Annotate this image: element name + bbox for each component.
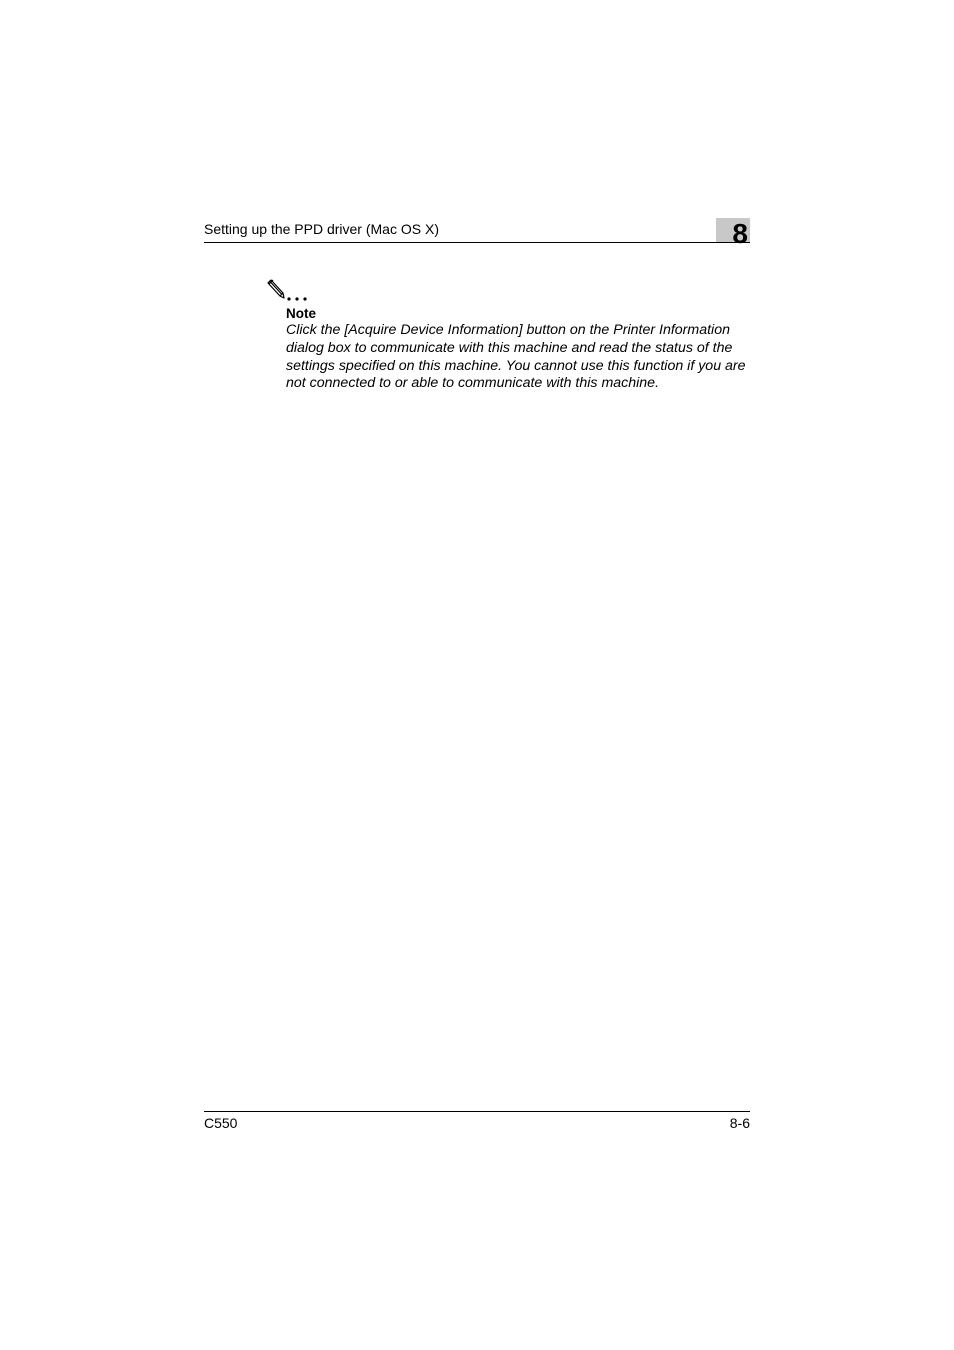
note-label: Note xyxy=(286,306,316,321)
chapter-tab xyxy=(716,218,750,249)
footer-page-number: 8-6 xyxy=(729,1115,750,1131)
footer-divider xyxy=(204,1111,750,1112)
pencil-icon xyxy=(264,276,312,304)
running-header-title: Setting up the PPD driver (Mac OS X) xyxy=(204,221,439,237)
note-text: Click the [Acquire Device Information] button on the Printer Information dialog box to communicate with this machine and read the status of the settings specified on this machine. You cannot use this function if you are not connected to or able to communicate with this machine. xyxy=(286,322,746,392)
header-divider xyxy=(204,242,750,243)
chapter-number: 8 xyxy=(732,218,748,249)
footer-model-name: C550 xyxy=(204,1115,238,1131)
